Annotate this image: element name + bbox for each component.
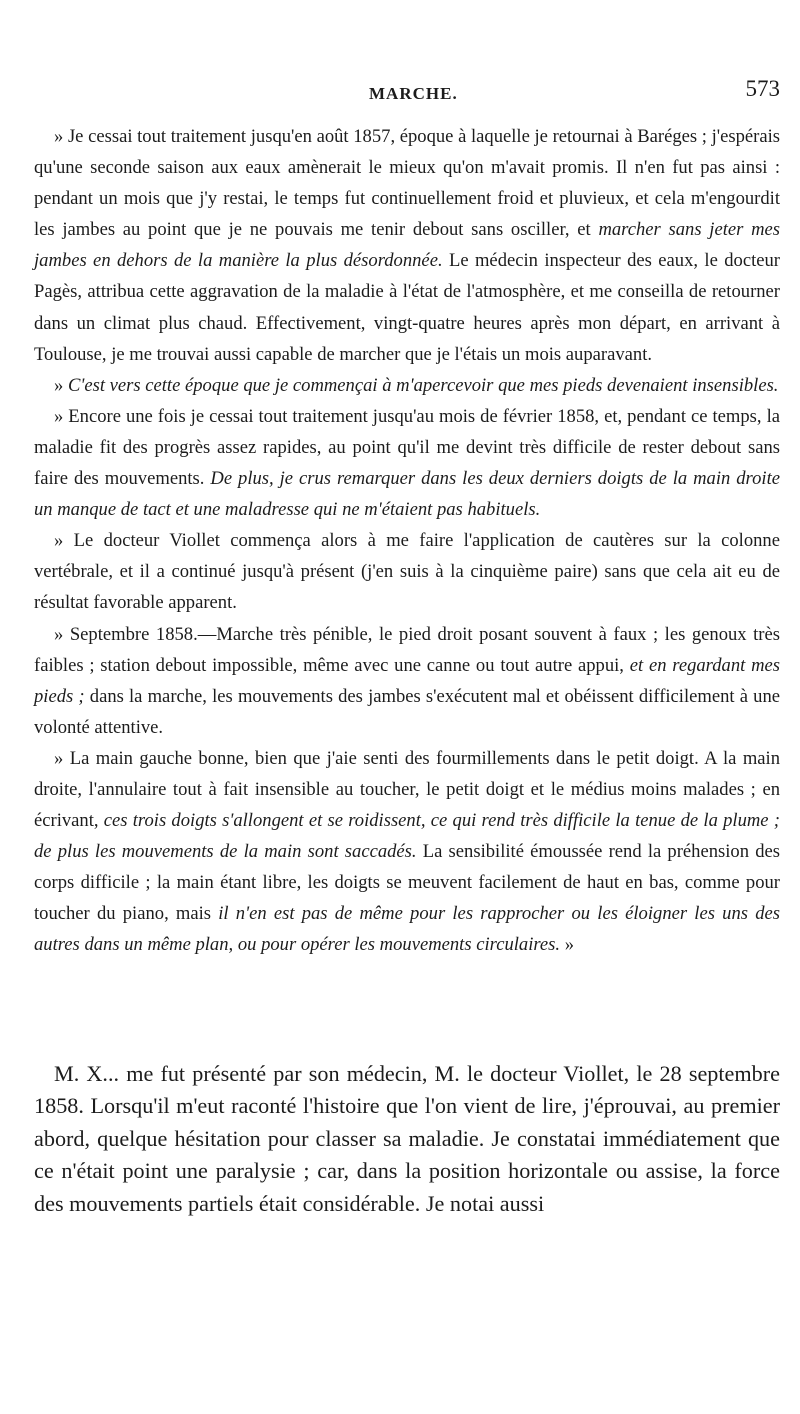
italic-run: ces trois doigts s'allongent et se roidissent, ce qui rend très difficile la tenue de la plume ; de plus les mouvements de la main sont saccadés. (34, 810, 780, 863)
page-header (34, 76, 780, 106)
quote-paragraph-2 (34, 370, 780, 401)
italic-run: De plus, je crus remarquer dans les deux derniers doigts de la main droite un manque de tact et une maladresse qui ne m'étaient pas habituels. (34, 468, 780, 521)
italic-run: C'est vers cette époque que je commençai à m'apercevoir que mes pieds devenaient insensibles. (67, 374, 779, 396)
quoted-testimony (34, 121, 780, 961)
text-run: » Encore une fois je cessai tout traitement jusqu'au mois de février 1858, et, pendant ce temps, la maladie fit des progrès assez rapides, au point qu'il me devint très difficile de rester debout sans faire des mouvements. (34, 405, 780, 490)
text-run: La sensibilité émoussée rend la préhension des corps difficile ; la main étant libre, les doigts se meuvent facilement de haut en bas, comme pour toucher du piano, mais (34, 841, 780, 925)
text-run: » (560, 934, 575, 956)
quote-paragraph-5 (34, 619, 780, 743)
running-head: MARCHE. (369, 84, 458, 103)
quote-paragraph-3 (34, 401, 780, 525)
text-run: Le médecin inspecteur des eaux, le docteur Pagès, attribua cette aggravation de la maladie à l'état de l'atmosphère, et me conseilla de retourner dans un climat plus chaud. Effectivement, vingt-quatre heures après mon départ, en arrivant à Toulouse, je me trouvai aussi capable de marcher que je l'étais un mois auparavant. (34, 250, 780, 365)
italic-run: il n'en est pas de même pour les rapprocher ou les éloigner les uns des autres dans un même plan, ou pour opérer les mouvements circulaires. (34, 903, 780, 956)
text-run: » Je cessai tout traitement jusqu'en août 1857, époque à laquelle je retournai à Baréges ; j'espérais qu'une seconde saison aux eaux amènerait le mieux qu'on m'avait promis. Il n'en fut pas ainsi : pendant un mois que j'y restai, le temps fut continuellement froid et pluvieux, et cela m'engourdit les jambes au point que je ne pouvais me tenir debout sans osciller, et (34, 126, 780, 241)
quote-paragraph-4 (34, 525, 780, 618)
main-text (34, 1058, 780, 1220)
quote-paragraph-1 (34, 121, 780, 370)
body-paragraph-1: M. X... me fut présenté par son médecin, M. le docteur Viollet, le 28 septembre 1858. Lorsqu'il m'eut raconté l'histoire que l'on vient de lire, j'éprouvai, au premier abord, quelque hésitation pour classer sa maladie. Je constatai immédiatement que ce n'était point une paralysie ; car, dans la position horizontale ou assise, la force des mouvements partiels était considérable. Je notai aussi (34, 1061, 780, 1216)
text-run: » La main gauche bonne, bien que j'aie senti des fourmillements dans le petit doigt. A la main droite, l'annulaire tout à fait insensible au toucher, le petit doigt et le médius moins malades ; en écrivant, (34, 747, 780, 832)
page-number: 573 (745, 76, 780, 101)
italic-run: et en regardant mes pieds ; (34, 654, 780, 707)
text-run: » Septembre 1858.—Marche très pénible, le pied droit posant souvent à faux ; les genoux très faibles ; station debout impossible, même avec une canne ou tout autre appui, (34, 623, 780, 676)
quote-paragraph-6 (34, 743, 780, 961)
italic-run: marcher sans jeter mes jambes en dehors de la manière la plus désordonnée. (34, 219, 781, 272)
text-run: » (54, 374, 68, 396)
text-run: dans la marche, les mouvements des jambes s'exécutent mal et obéissent difficilement à une volonté attentive. (34, 685, 780, 738)
text-run: » Le docteur Viollet commença alors à me faire l'application de cautères sur la colonne vertébrale, et il a continué jusqu'à présent (j'en suis à la cinquième paire) sans que cela ait eu de résultat favorable apparent. (34, 530, 780, 614)
